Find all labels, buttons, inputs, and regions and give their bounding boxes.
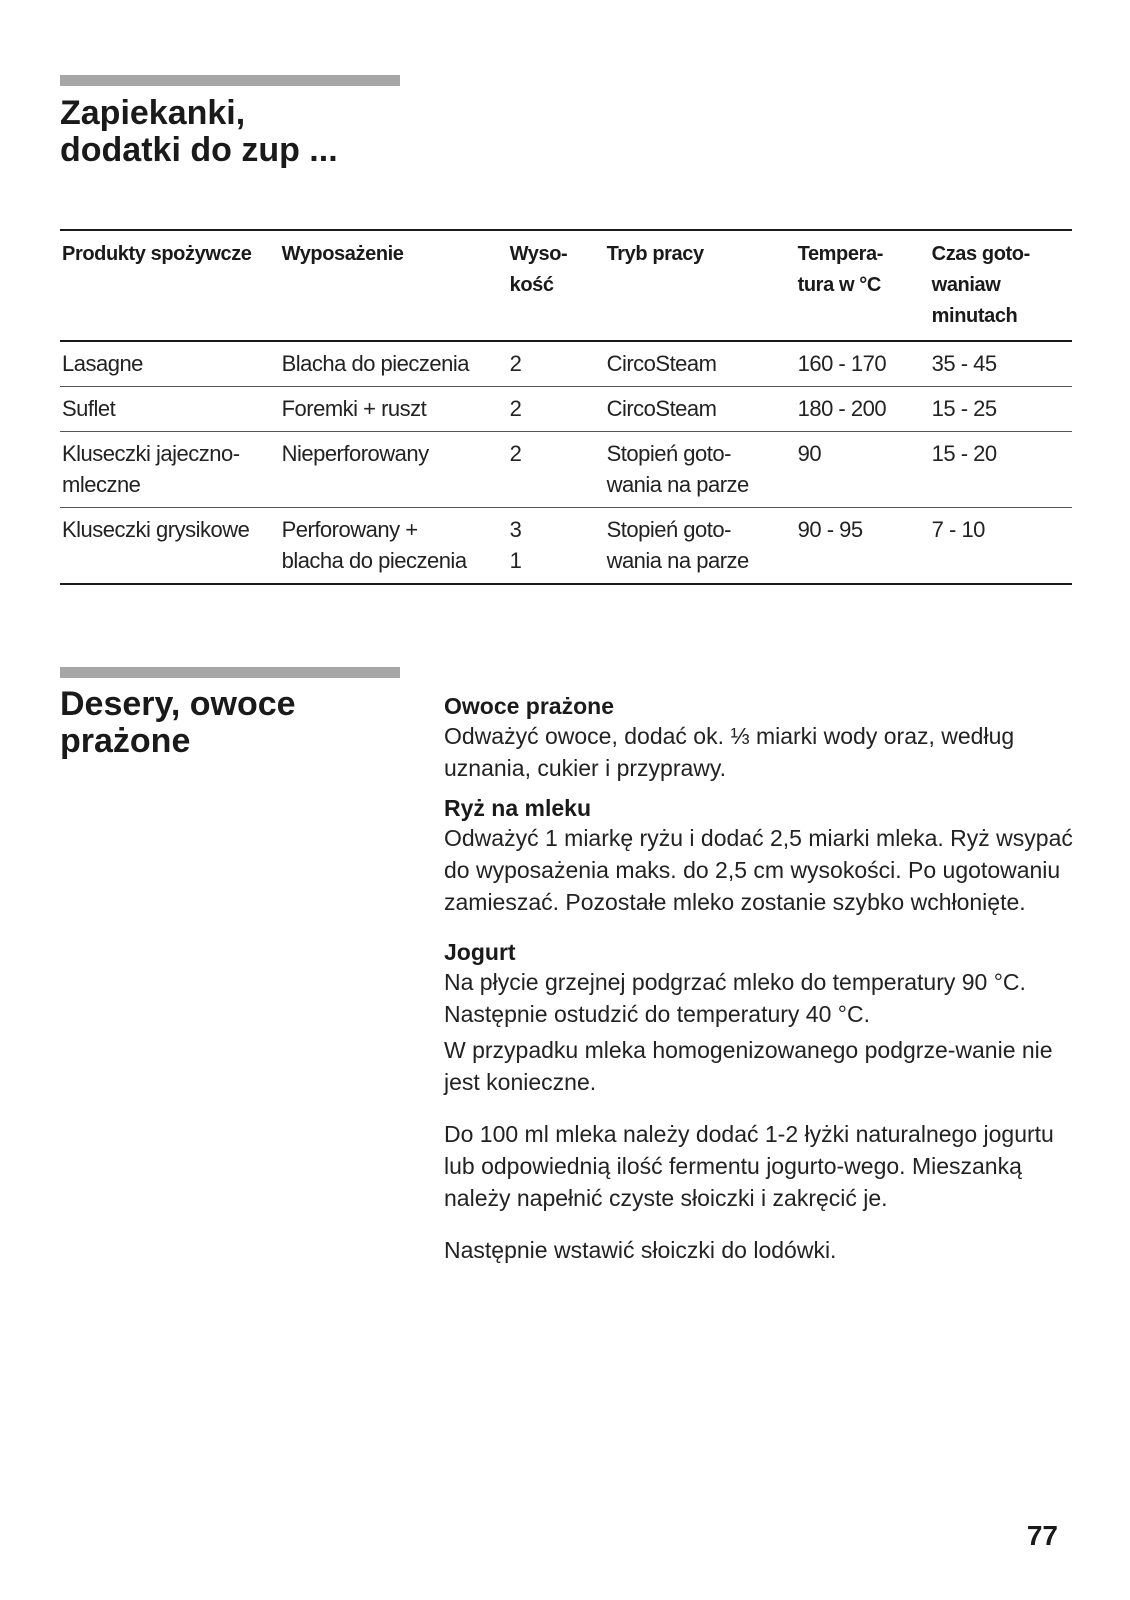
cell-tryb: CircoSteam <box>606 351 717 376</box>
cell-wyposazenie: Foremki + ruszt <box>281 396 427 421</box>
col-header-czas: Czas goto- waniaw minutach <box>931 243 1030 327</box>
cell-czas: 15 - 25 <box>931 396 997 421</box>
section-title-zapiekanki: Zapiekanki, dodatki do zup ... <box>60 94 338 169</box>
page-number: 77 <box>1026 1520 1058 1551</box>
paragraph-jogurt-2: W przypadku mleka homogenizowanego podgrze-wanie nie jest konieczne. <box>444 1037 1053 1095</box>
cell-wyposazenie: Blacha do pieczenia <box>281 351 469 376</box>
paragraph-jogurt-4: Następnie wstawić słoiczki do lodówki. <box>444 1237 837 1263</box>
cell-temperatura: 90 <box>797 441 822 466</box>
cell-wysokosc: 2 <box>509 396 522 421</box>
cell-tryb: Stopień goto- wania na parze <box>606 517 749 573</box>
cell-produkt: Suflet <box>62 396 116 421</box>
subheading-ryz: Ryż na mleku <box>444 795 591 821</box>
cell-temperatura: 180 - 200 <box>797 396 887 421</box>
cell-produkt: Kluseczki jajeczno- mleczne <box>62 441 240 497</box>
paragraph-owoce: Odważyć owoce, dodać ok. ⅓ miarki wody oraz, według uznania, cukier i przyprawy. <box>444 723 1015 781</box>
section-title-desery: Desery, owoce prażone <box>60 685 296 760</box>
cell-produkt: Lasagne <box>62 351 143 376</box>
col-header-temperatura: Tempera- tura w °C <box>797 243 883 296</box>
paragraph-jogurt-1: Na płycie grzejnej podgrzać mleko do temperatury 90 °C. Następnie ostudzić do temperatury 40 °C. <box>444 969 1026 1027</box>
cooking-table <box>60 229 1072 585</box>
cell-wyposazenie: Perforowany + blacha do pieczenia <box>281 517 467 573</box>
cell-czas: 15 - 20 <box>931 441 997 466</box>
table-row <box>60 508 1072 585</box>
cell-wyposazenie: Nieperforowany <box>281 441 429 466</box>
section-divider-bar <box>60 667 400 678</box>
cell-produkt: Kluseczki grysikowe <box>62 517 250 542</box>
subheading-owoce: Owoce prażone <box>444 693 614 719</box>
table-header-row <box>60 230 1072 341</box>
table-row <box>60 387 1072 432</box>
cell-wysokosc: 2 <box>509 441 522 466</box>
paragraph-ryz: Odważyć 1 miarkę ryżu i dodać 2,5 miarki mleka. Ryż wsypać do wyposażenia maks. do 2,5 cm wysokości. Po ugotowaniu zamieszać. Pozostałe mleko zostanie szybko wchłonięte. <box>444 825 1073 915</box>
cell-czas: 7 - 10 <box>931 517 985 542</box>
cell-temperatura: 90 - 95 <box>797 517 863 542</box>
section-divider-bar <box>60 75 400 86</box>
desery-content <box>444 692 1084 1266</box>
col-header-wysokosc: Wyso- kość <box>509 243 568 296</box>
cell-wysokosc: 2 <box>509 351 522 376</box>
cell-tryb: CircoSteam <box>606 396 717 421</box>
paragraph-jogurt-3: Do 100 ml mleka należy dodać 1-2 łyżki naturalnego jogurtu lub odpowiednią ilość fermentu jogurto-wego. Mieszanką należy napełnić czyste słoiczki i zakręcić je. <box>444 1121 1054 1211</box>
cell-tryb: Stopień goto- wania na parze <box>606 441 749 497</box>
table-row <box>60 341 1072 387</box>
col-header-tryb: Tryb pracy <box>606 243 704 265</box>
cell-czas: 35 - 45 <box>931 351 997 376</box>
cell-wysokosc: 3 1 <box>509 517 522 573</box>
col-header-produkty: Produkty spożywcze <box>62 243 252 265</box>
col-header-wyposazenie: Wyposażenie <box>281 243 404 265</box>
cell-temperatura: 160 - 170 <box>797 351 887 376</box>
subheading-jogurt: Jogurt <box>444 939 516 965</box>
table-row <box>60 432 1072 508</box>
